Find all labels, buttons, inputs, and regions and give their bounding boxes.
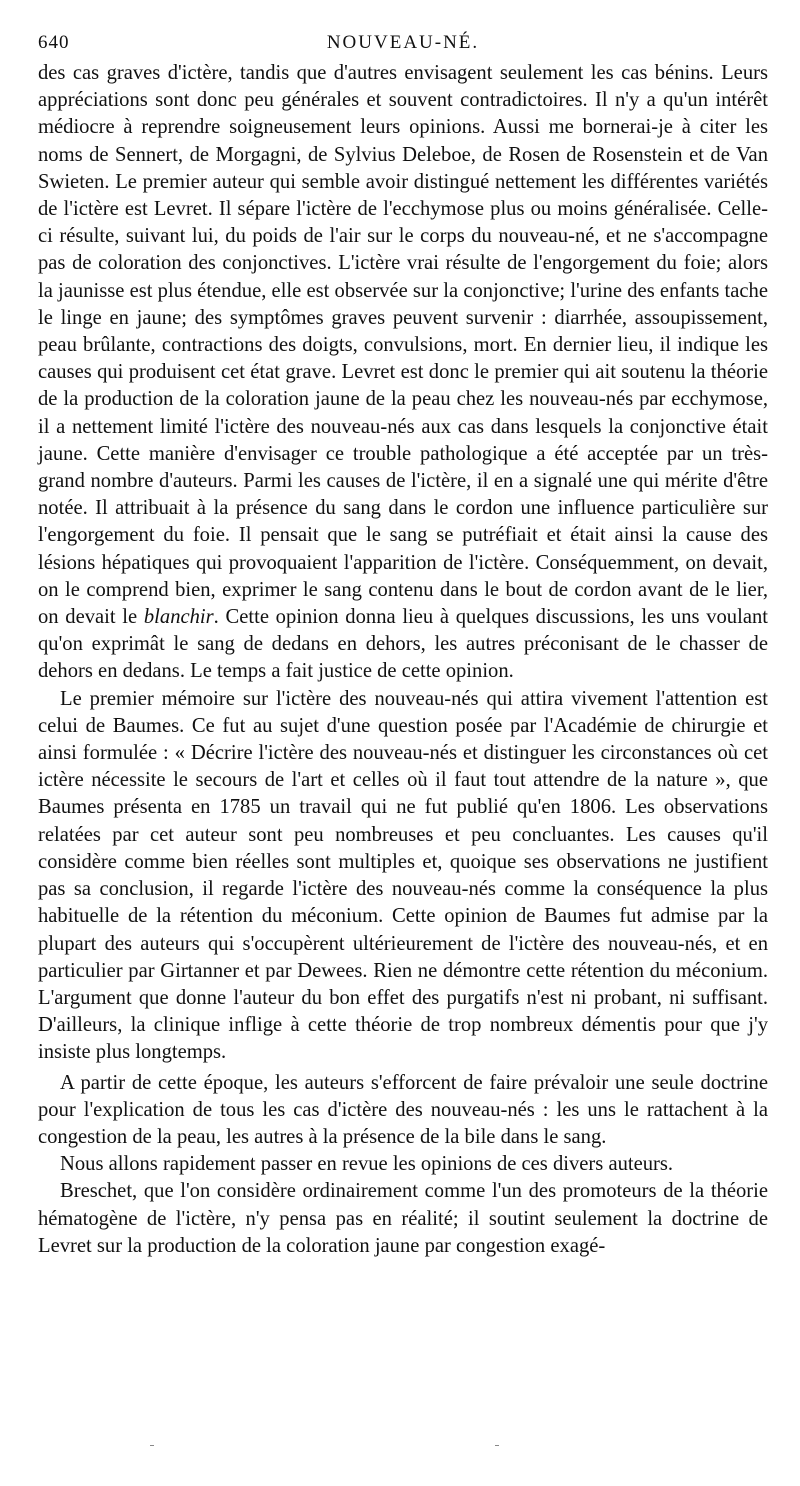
page-header [38, 32, 768, 56]
running-title: NOUVEAU-NÉ. [326, 32, 480, 53]
paragraph-doctrines: A partir de cette époque, les auteurs s'efforcent de faire prévaloir une seule doctrine pour l'explication de tous les cas d'ictère des nouveau-nés : les uns le rattachent à la congestion de la peau, les autres à la présence de la bile dans le sang. [38, 1071, 768, 1148]
page-mark [495, 1445, 499, 1446]
paragraph-text: . Cette opinion donna lieu à quelques discussions, les uns voulant qu'on exprimât le sang de dedans en dehors, les autres préconisant de le chasser de dehors en dedans. Le temps a fait justice de cette opinion. [38, 606, 768, 683]
paragraph-breschet: Breschet, que l'on considère ordinairement comme l'un des promoteurs de la théorie hématogène de l'ictère, n'y pensa pas en réalité; il soutint seulement la doctrine de Levret sur la production de la coloration jaune par congestion exagé- [38, 1180, 768, 1257]
italic-term: blanchir [143, 606, 214, 629]
book-page [38, 32, 768, 1260]
page-number: 640 [38, 32, 70, 53]
paragraph-baumes: Le premier mémoire sur l'ictère des nouveau-nés qui attira vivement l'attention est celui de Baumes. Ce fut au sujet d'une question posée par l'Académie de chirurgie et ainsi formulée : « Décrire l'ictère des nouveau-nés et distinguer les circonstances où cet ictère nécessite le secours de l'art et celles où il faut tout attendre de la nature », que Baumes présenta en 1785 un travail qui ne fut publié qu'en 1806. Les observations relatées par cet auteur sont peu nombreuses et peu concluantes. Les causes qu'il considère comme bien réelles sont multiples et, quoique ses observations ne justifient pas sa conclusion, il regarde l'ictère des nouveau-nés comme la conséquence la plus habituelle de la rétention du méconium. Cette opinion de Baumes fut admise par la plupart des auteurs qui s'occupèrent ultérieurement de l'ictère des nouveau-nés, et en particulier par Girtanner et par Dewees. Rien ne démontre cette rétention du méconium. L'argument que donne l'auteur du bon effet des purgatifs n'est ni probant, ni suffisant. D'ailleurs, la clinique inflige à cette théorie de trop nombreux démentis pour que j'y insiste plus longtemps. [38, 687, 768, 1064]
page-mark [150, 1445, 154, 1446]
paragraph-levret [38, 60, 768, 686]
paragraph-text: des cas graves d'ictère, tandis que d'autres envisagent seulement les cas bénins. Leurs appréciations sont donc peu générales et souvent contradictoires. Il n'y a qu'un intérêt médiocre à reprendre soigneusement leurs opinions. Aussi me bornerai-je à citer les noms de Sennert, de Morgagni, de Sylvius Deleboe, de Rosen de Rosenstein et de Van Swieten. Le premier auteur qui semble avoir distingué nettement les différentes variétés de l'ictère est Levret. Il sépare l'ictère de l'ecchymose plus ou moins généralisée. Celle-ci résulte, suivant lui, du poids de l'air sur le corps du nouveau-né, et ne s'accompagne pas de coloration des conjonctives. L'ictère vrai résulte de l'engorgement du foie; alors la jaunisse est plus étendue, elle est observée sur la conjonctive; l'urine des enfants tache le linge en jaune; des symptômes graves peuvent survenir : diarrhée, assoupissement, peau brûlante, contractions des doigts, convulsions, mort. En dernier lieu, il indique les causes qui produisent cet état grave. Levret est donc le premier qui ait soutenu la théorie de la production de la coloration jaune de la peau chez les nouveau-nés par ecchymose, il a nettement limité l'ictère des nouveau-nés aux cas dans lesquels la conjonctive était jaune. Cette manière d'envisager ce trouble pathologique a été acceptée par un très-grand nombre d'auteurs. Parmi les causes de l'ictère, il en a signalé une qui mérite d'être notée. Il attribuait à la présence du sang dans le cordon une influence particulière sur l'engorgement du foie. Il pensait que le sang se putréfiait et était ainsi la cause des lésions hépatiques qui provoquaient l'apparition de l'ictère. Conséquemment, on devait, on le comprend bien, exprimer le sang contenu dans le bout de cordon avant de le lier, on devait le [38, 62, 768, 629]
paragraph-opinions: Nous allons rapidement passer en revue les opinions de ces divers auteurs. [60, 1153, 674, 1176]
